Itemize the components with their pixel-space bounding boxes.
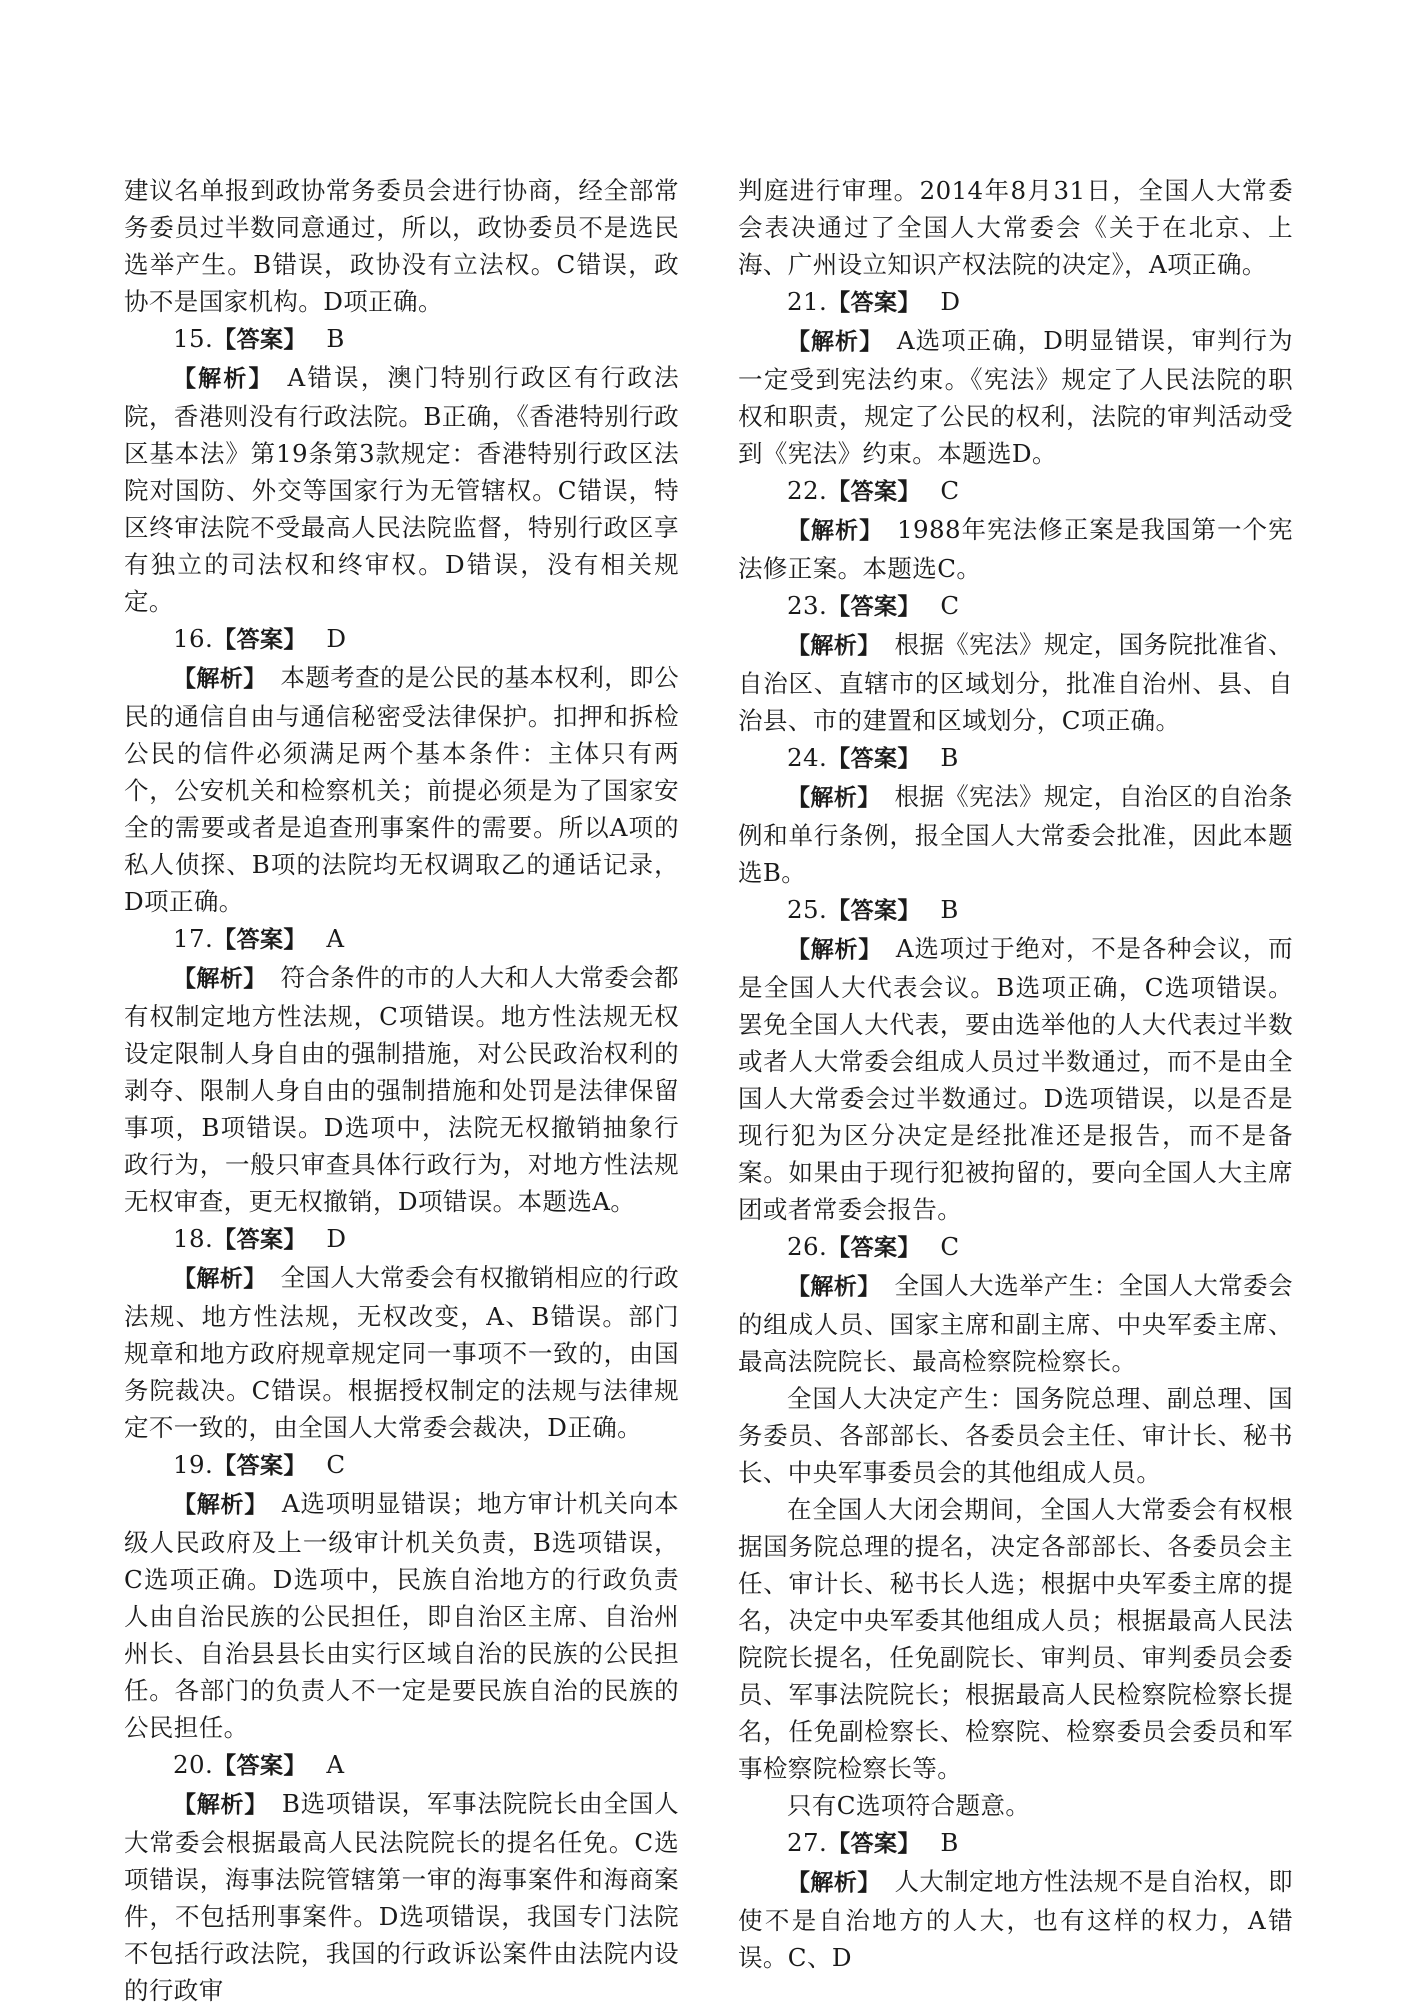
answer-line [738, 587, 1293, 626]
answer-letter: C [940, 591, 960, 620]
continued-paragraph: 建议名单报到政协常务委员会进行协商，经全部常务委员过半数同意通过，所以，政协委员不是选民选举产生。B错误，政协没有立法权。C错误，政协不是国家机构。D项正确。 [124, 176, 679, 316]
answer-letter: C [326, 1450, 346, 1479]
analysis-tag: 【解析】 [787, 1274, 881, 1300]
answer-line [124, 920, 679, 959]
analysis-paragraph [124, 659, 679, 920]
analysis-text: 全国人大常委会有权撤销相应的行政法规、地方性法规，无权改变，A、B错误。部门规章和地方政府规章规定同一事项不一致的，由国务院裁决。C错误。根据授权制定的法规与法律规定不一致的，由全国人大常委会裁决，D正确。 [124, 1263, 679, 1442]
question-number: 27. [787, 1828, 828, 1857]
body-paragraph: 在全国人大闭会期间，全国人大常委会有权根据国务院总理的提名，决定各部部长、各委员会主任、审计长、秘书长人选；根据中央军委主席的提名，决定中央军委其他组成人员；根据最高人民法院院长提名，任免副院长、审判员、审判委员会委员、军事法院院长；根据最高人民检察院检察长提名，任免副检察长、检察院、检察委员会委员和军事检察院检察长等。 [738, 1495, 1293, 1783]
answer-line [738, 739, 1293, 778]
answer-line [124, 320, 679, 359]
question-number: 25. [787, 895, 828, 924]
answer-tag: 【答案】 [213, 1227, 307, 1253]
answer-tag: 【答案】 [827, 594, 921, 620]
analysis-paragraph [738, 1267, 1293, 1380]
analysis-text: A错误，澳门特别行政区有行政法院，香港则没有行政法院。B正确，《香港特别行政区基本法》第19条第3款规定：香港特别行政区法院对国防、外交等国家行为无管辖权。C错误，特区终审法院不受最高人民法院监督，特别行政区享有独立的司法权和终审权。D错误，没有相关规定。 [124, 363, 679, 616]
left-column [124, 172, 679, 2009]
answer-tag: 【答案】 [213, 927, 307, 953]
analysis-tag: 【解析】 [787, 785, 881, 811]
body-paragraph: 只有C选项符合题意。 [787, 1791, 1031, 1820]
answer-line [124, 1746, 679, 1785]
question-number: 16. [173, 624, 214, 653]
answer-line [124, 1220, 679, 1259]
answer-letter: C [940, 1232, 960, 1261]
question-number: 19. [173, 1450, 214, 1479]
answer-tag: 【答案】 [213, 1753, 307, 1779]
question-number: 21. [787, 287, 828, 316]
answer-tag: 【答案】 [827, 746, 921, 772]
analysis-text: 根据《宪法》规定，自治区的自治条例和单行条例，报全国人大常委会批准，因此本题选B。 [738, 782, 1293, 887]
analysis-text: A选项正确，D明显错误，审判行为一定受到宪法约束。《宪法》规定了人民法院的职权和职责，规定了公民的权利，法院的审判活动受到《宪法》约束。本题选D。 [738, 326, 1293, 468]
question-number: 23. [787, 591, 828, 620]
body-paragraph: 全国人大决定产生：国务院总理、副总理、国务委员、各部部长、各委员会主任、审计长、秘书长、中央军事委员会的其他组成人员。 [738, 1384, 1293, 1487]
answer-letter: A [326, 1750, 345, 1779]
analysis-text: A选项过于绝对，不是各种会议，而是全国人大代表会议。B选项正确，C选项错误。罢免全国人大代表，要由选举他的人大代表过半数或者人大常委会组成人员过半数通过，而不是由全国人大常委会过半数通过。D选项错误，以是否是现行犯为区分决定是经批准还是报告，而不是备案。如果由于现行犯被拘留的，要向全国人大主席团或者常委会报告。 [738, 934, 1293, 1224]
analysis-tag: 【解析】 [787, 937, 883, 963]
analysis-text: B选项错误，军事法院院长由全国人大常委会根据最高人民法院院长的提名任免。C选项错误，海事法院管辖第一审的海事案件和海商案件，不包括刑事案件。D选项错误，我国专门法院不包括行政法院，我国的行政诉讼案件由法院内设的行政审 [124, 1789, 679, 2005]
continued-paragraph: 判庭进行审理。2014年8月31日，全国人大常委会表决通过了全国人大常委会《关于在北京、上海、广州设立知识产权法院的决定》，A项正确。 [738, 176, 1293, 279]
analysis-paragraph [738, 1863, 1293, 1976]
answer-line [738, 1824, 1293, 1863]
answer-line [738, 283, 1293, 322]
analysis-tag: 【解析】 [787, 518, 884, 544]
answer-tag: 【答案】 [213, 327, 307, 353]
analysis-text: 本题考查的是公民的基本权利，即公民的通信自由与通信秘密受法律保护。扣押和拆检公民的信件必须满足两个基本条件：主体只有两个，公安机关和检察机关；前提必须是为了国家安全的需要或者是追查刑事案件的需要。所以A项的私人侦探、B项的法院均无权调取乙的通话记录，D项正确。 [124, 663, 679, 916]
analysis-paragraph [738, 511, 1293, 587]
analysis-tag: 【解析】 [173, 1792, 269, 1818]
analysis-text: 1988年宪法修正案是我国第一个宪法修正案。本题选C。 [738, 515, 1293, 583]
question-number: 20. [173, 1750, 214, 1779]
answer-tag: 【答案】 [827, 1235, 921, 1261]
answer-tag: 【答案】 [827, 479, 921, 505]
answer-line [738, 1228, 1293, 1267]
answer-letter: A [326, 924, 345, 953]
question-number: 22. [787, 476, 828, 505]
analysis-text: 根据《宪法》规定，国务院批准省、自治区、直辖市的区域划分，批准自治州、县、自治县、市的建置和区域划分，C项正确。 [738, 630, 1293, 735]
analysis-tag: 【解析】 [173, 366, 274, 392]
answer-letter: B [940, 1828, 959, 1857]
analysis-paragraph [124, 359, 679, 620]
analysis-paragraph [738, 930, 1293, 1228]
answer-line [124, 620, 679, 659]
analysis-paragraph [124, 1785, 679, 2009]
analysis-tag: 【解析】 [173, 666, 267, 692]
answer-letter: D [326, 1224, 347, 1253]
right-column [738, 172, 1293, 1976]
answer-letter: B [940, 895, 959, 924]
analysis-paragraph [738, 778, 1293, 891]
answer-line [738, 891, 1293, 930]
answer-tag: 【答案】 [213, 1453, 307, 1479]
analysis-paragraph [124, 959, 679, 1220]
answer-tag: 【答案】 [827, 290, 921, 316]
question-number: 26. [787, 1232, 828, 1261]
analysis-text: A选项明显错误；地方审计机关向本级人民政府及上一级审计机关负责，B选项错误，C选项正确。D选项中，民族自治地方的行政负责人由自治民族的公民担任，即自治区主席、自治州州长、自治县县长由实行区域自治的民族的公民担任。各部门的负责人不一定是要民族自治的民族的公民担任。 [124, 1489, 679, 1742]
answer-letter: D [940, 287, 961, 316]
question-number: 24. [787, 743, 828, 772]
answer-line [738, 472, 1293, 511]
analysis-text: 符合条件的市的人大和人大常委会都有权制定地方性法规，C项错误。地方性法规无权设定限制人身自由的强制措施，对公民政治权利的剥夺、限制人身自由的强制措施和处罚是法律保留事项，B项错误。D选项中，法院无权撤销抽象行政行为，一般只审查具体行政行为，对地方性法规无权审查，更无权撤销，D项错误。本题选A。 [124, 963, 679, 1216]
analysis-tag: 【解析】 [787, 1870, 881, 1896]
analysis-text: 全国人大选举产生：全国人大常委会的组成人员、国家主席和副主席、中央军委主席、最高法院院长、最高检察院检察长。 [738, 1271, 1293, 1376]
analysis-paragraph [738, 626, 1293, 739]
answer-tag: 【答案】 [827, 898, 921, 924]
analysis-tag: 【解析】 [173, 966, 267, 992]
analysis-tag: 【解析】 [173, 1266, 267, 1292]
answer-line [124, 1446, 679, 1485]
analysis-text: 人大制定地方性法规不是自治权，即使不是自治地方的人大，也有这样的权力，A错误。C、D [738, 1867, 1293, 1972]
answer-letter: B [940, 743, 959, 772]
answer-tag: 【答案】 [213, 627, 307, 653]
answer-letter: D [326, 624, 347, 653]
analysis-paragraph [124, 1259, 679, 1446]
analysis-tag: 【解析】 [787, 329, 884, 355]
question-number: 17. [173, 924, 214, 953]
question-number: 15. [173, 324, 214, 353]
analysis-paragraph [738, 322, 1293, 472]
analysis-tag: 【解析】 [173, 1492, 269, 1518]
analysis-paragraph [124, 1485, 679, 1746]
answer-letter: C [940, 476, 960, 505]
analysis-tag: 【解析】 [787, 633, 881, 659]
answer-tag: 【答案】 [827, 1831, 921, 1857]
answer-letter: B [326, 324, 345, 353]
question-number: 18. [173, 1224, 214, 1253]
